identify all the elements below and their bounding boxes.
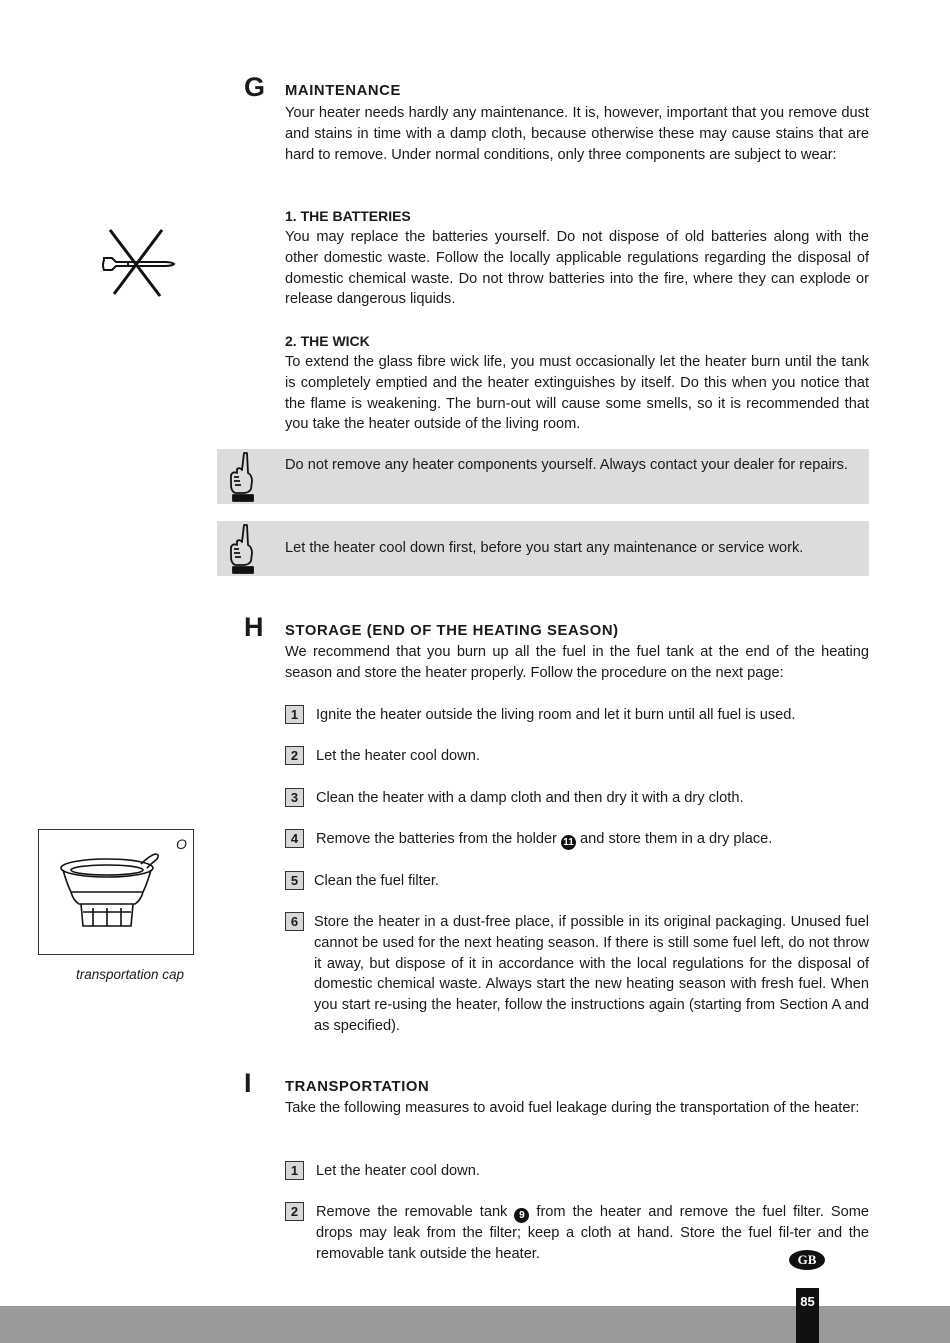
step-text-before: Remove the batteries from the holder [316, 831, 557, 847]
step-text-before: Remove the removable tank [316, 1204, 508, 1220]
storage-intro: We recommend that you burn up all the fuel in the fuel tank at the end of the heating season and store the heater properly. Follow the procedure on the next page: [285, 644, 869, 681]
wick-text: To extend the glass fibre wick life, you must occasionally let the heater burn until the tank is completely emptied and the heater extinguishes by itself. Do this when you notice that the flame is weakening. The burn-out will cause some smells, so it is recommended that you take the heater outside of the living room. [285, 354, 869, 433]
section-letter-g: G [244, 72, 266, 102]
section-title-maintenance: MAINTENANCE [285, 83, 401, 99]
pointing-hand-icon [225, 523, 257, 575]
storage-step [285, 912, 869, 1037]
batteries-title: 1. THE BATTERIES [285, 208, 411, 224]
transportation-intro: Take the following measures to avoid fuel leakage during the transportation of the heater: [285, 1100, 860, 1116]
reference-number-badge: 11 [561, 835, 576, 850]
language-badge: GB [789, 1250, 825, 1270]
step-text: Clean the heater with a damp cloth and then dry it with a dry cloth. [316, 790, 744, 806]
wick-title: 2. THE WICK [285, 333, 370, 349]
step-text [316, 1202, 869, 1265]
step-text: Let the heater cool down. [316, 748, 480, 764]
step-text: Clean the fuel filter. [314, 873, 439, 889]
step-number: 3 [285, 788, 304, 807]
storage-step [285, 746, 869, 767]
step-number: 1 [285, 705, 304, 724]
pointing-hand-icon [225, 451, 257, 503]
step-text-after: and store them in a dry place. [580, 831, 773, 847]
step-number: 2 [285, 746, 304, 765]
storage-step [285, 705, 869, 726]
warning-note-cool-down [217, 521, 869, 576]
note-repairs-text: Do not remove any heater components yourself. Always contact your dealer for repairs. [285, 457, 848, 473]
warning-note-repairs [217, 449, 869, 504]
step-text: Ignite the heater outside the living room and let it burn until all fuel is used. [316, 707, 796, 723]
figure-caption: transportation cap [75, 967, 185, 982]
storage-step [285, 788, 869, 809]
section-title-transportation: TRANSPORTATION [285, 1079, 430, 1095]
transportation-step [285, 1202, 869, 1265]
transportation-cap-figure [38, 829, 194, 955]
step-number: 2 [285, 1202, 304, 1221]
figure-label: O [176, 836, 187, 852]
step-number: 6 [285, 912, 304, 931]
no-screwdriver-icon [98, 226, 178, 298]
step-text: Let the heater cool down. [316, 1163, 480, 1179]
section-title-storage: STORAGE (END OF THE HEATING SEASON) [285, 623, 619, 639]
section-letter-h: H [244, 612, 264, 642]
section-letter-i: I [244, 1068, 252, 1098]
storage-step [285, 871, 869, 892]
step-text-after: from the heater and remove the fuel filter. Some drops may leak from the filter; keep a cloth at hand. Store the fuel fil-ter and the removable tank outside the heater. [316, 1204, 870, 1262]
step-number: 5 [285, 871, 304, 890]
step-number: 1 [285, 1161, 304, 1180]
step-number: 4 [285, 829, 304, 848]
transportation-cap-drawing [57, 848, 167, 948]
step-text: Store the heater in a dust-free place, if possible in its original packaging. Unused fuel cannot be used for the next heating season. If there is still some fuel left, do not throw it away, but dispose of it in accordance with the local regulations for the disposal of domestic chemical waste. Always start the new heating season with fresh fuel. When you start re-using the heater, follow the instructions again (starting from Section A and as specified). [314, 914, 869, 1034]
note-cool-down-text: Let the heater cool down first, before you start any maintenance or service work. [285, 540, 804, 556]
page-number: 85 [796, 1288, 819, 1343]
storage-step [285, 829, 869, 850]
transportation-step [285, 1161, 869, 1182]
maintenance-intro: Your heater needs hardly any maintenance. It is, however, important that you remove dust and stains in time with a damp cloth, because otherwise these may cause stains that are hard to remove. Under normal conditions, only three components are subject to wear: [285, 105, 869, 163]
step-text [316, 829, 869, 850]
reference-number-badge: 9 [514, 1208, 529, 1223]
batteries-text: You may replace the batteries yourself. Do not dispose of old batteries along with the other domestic waste. Follow the locally applicable regulations regarding the disposal of domestic chemical waste. Do not throw batteries into the fire, where they can explode or release dangerous liquids. [285, 229, 869, 308]
